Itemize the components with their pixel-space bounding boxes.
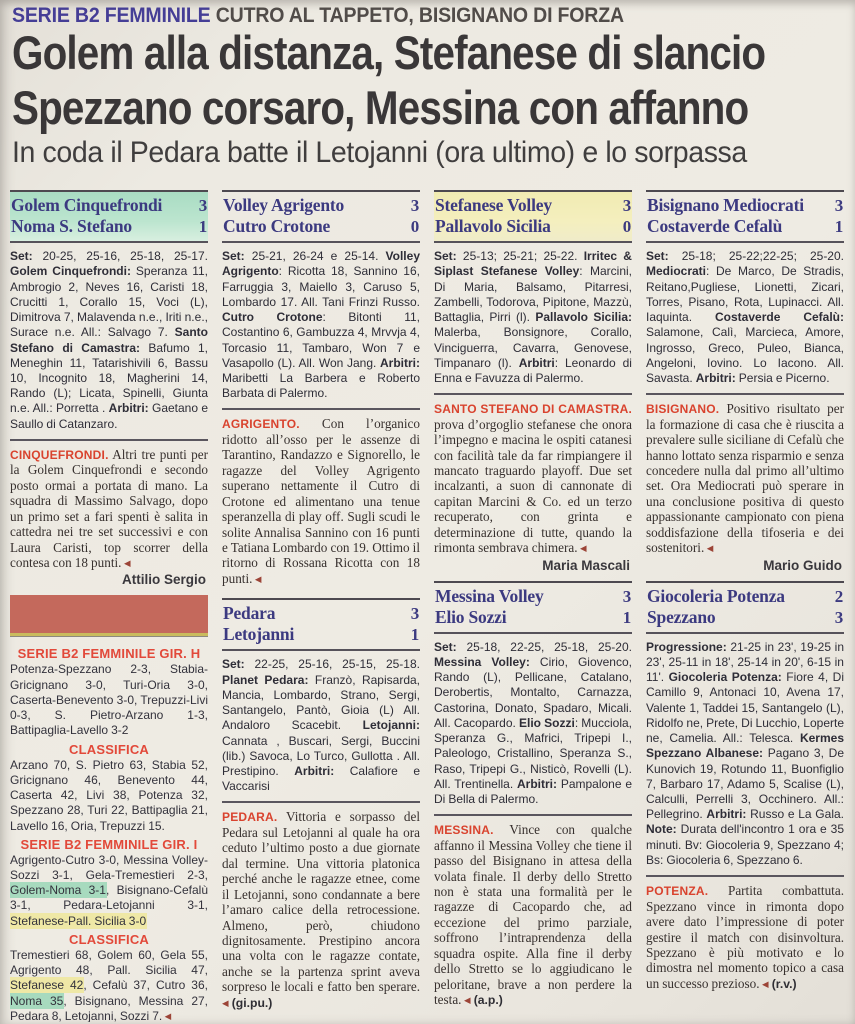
away-score: 1	[410, 625, 419, 645]
away-score: 1	[622, 607, 631, 627]
home-score: 3	[410, 604, 419, 624]
away-team: Pallavolo Sicilia	[435, 216, 551, 237]
home-team: Volley Agrigento	[223, 195, 345, 215]
divider	[10, 439, 208, 441]
redacted-red-block	[10, 595, 208, 636]
divider	[646, 875, 844, 877]
match-roster: Set: 25-18; 25-22;22-25; 25-20. Mediocrati: De Marco, De Stradis, Reitano,Pugliese, Lionetti, Zicari, Torres, Pisano, Rota, Lupinacci. All. Iaquinta. Costaverde Cefalù: Salamone, Calì, Marcieca, Amore, Ingrosso, Greco, Puleo, Bianca, Angeloni, Iovino. Lo Iacono. All. Savasta. Arbitri: Persia e Picerno.	[646, 249, 844, 385]
match-header-agrigento-cutro	[222, 190, 420, 243]
headline-line1: Golem alla distanza, Stefanese di slancio	[12, 26, 766, 79]
byline: Attilio Sergio	[122, 572, 206, 588]
away-score: 0	[410, 217, 419, 237]
away-team: Spezzano	[647, 606, 716, 627]
match-header-giocoleria-spezzano	[646, 581, 844, 634]
column-4	[646, 190, 844, 1022]
byline: Maria Mascali	[542, 557, 630, 573]
match-home-row	[647, 586, 843, 607]
headline-line2: Spezzano corsaro, Messina con affanno	[12, 80, 749, 134]
match-commentary: MESSINA. Vince con qualche affanno il Messina Volley che tiene il passo del Bisignano in attesa della volata finale. Il derby dello Stretto non è stata una formalità per le ragazze di Cacopardo che, ad eccezione del primo parziale, soffrono l’intraprendenza della squadra ospite. Alla fine il derby dello Stretto se lo aggiudicano le peloritane, brave a non perdere la testa. ◀ (a.p.)	[434, 822, 632, 1008]
column-1	[10, 190, 208, 1022]
away-score: 1	[198, 217, 207, 237]
match-commentary: BISIGNANO. Positivo risultato per la formazione di casa che è riuscita a prevalere sulle siciliane di Cefalù che hanno lottato senza risparmio e senza concedere nulla dal primo all’ultimo set. Ora Mediocrati può sperare in una conclusione positiva di questo appassionante campionato con piena soddisfazione della tifoseria e dei sostenitori. ◀	[646, 401, 844, 556]
home-score: 3	[198, 196, 207, 215]
match-commentary: SANTO STEFANO DI CAMASTRA. prova d’orgoglio stefanese che onora l’impegno e macina le ospiti catanesi con facilità tale da far rimpiangere il mancato traguardo playoff. Due set incalzanti, a suon di cannonate di capitan Marcini & Co. ed un terzo recuperato, con grinta e determinazione di tutte, quando la rimonta sembrava chimera. ◀	[434, 402, 632, 556]
classifica-label-gir-h: CLASSIFICA	[69, 741, 149, 757]
match-away-row	[11, 216, 207, 237]
match-commentary: AGRIGENTO. Con l’organico ridotto all’osso per le assenze di Tarantino, Randazzo e Signorello, le ragazze del Volley Agrigento superano nettamente il Cutro di Crotone ed alimentano una tenue speranzella di play off. Sugli scudi le solite Annalisa Sannino con 16 punti e Tatiana Lombardo con 19. Ottimo il ritorno di Rossana Ricotta con 18 punti. ◀	[222, 416, 420, 586]
standings-title-gir-i: SERIE B2 FEMMINILE GIR. I	[20, 836, 198, 852]
away-score: 3	[834, 607, 843, 627]
away-score: 1	[834, 217, 843, 237]
main-headline	[12, 26, 765, 135]
match-header-messina-sozzi	[434, 581, 632, 634]
match-commentary: POTENZA. Partita combattuta. Spezzano vince in rimonta dopo avere dato l’impressione di poter gestire il match con disinvoltura. Spezzano è più motivato e lo dimostra nel momento topico a casa un successo prezioso. ◀ (r.v.)	[646, 883, 844, 991]
standings-table-gir-i: Tremestieri 68, Golem 60, Gela 55, Agrigento 48, Pall. Sicilia 47, Stefanese 42, Cefalù 37, Cutro 36, Noma 35, Bisignano, Messina 27, Pedara 8, Letojanni, Sozzi 7. ◀	[10, 947, 208, 1022]
match-away-row	[223, 624, 419, 645]
home-team: Giocoleria Potenza	[647, 585, 785, 606]
match-header-golem-noma	[10, 190, 208, 243]
standings-results-gir-i: Agrigento-Cutro 3-0, Messina Volley-Sozzi 3-1, Gela-Tremestieri 2-3, Golem-Noma 3-1, Bisignano-Cefalù 3-1, Pedara-Letojanni 3-1, Stefanese-Pall. Sicilia 3-0	[10, 852, 208, 928]
standings-results-gir-h: Potenza-Spezzano 2-3, Stabia-Gricignano 3-0, Turi-Oria 3-0, Caserta-Benevento 3-0, Trepuzzi-Livi 0-3, S. Pietro-Arzano 1-3, Battipaglia-Lavello 3-2	[10, 662, 208, 738]
away-team: Costaverde Cefalù	[647, 216, 783, 237]
kicker-series: SERIE B2 FEMMINILE	[12, 4, 211, 27]
home-score: 3	[622, 586, 631, 606]
match-roster: Set: 22-25, 25-16, 25-15, 25-18. Planet Pedara: Franzò, Rapisarda, Mancia, Lombardo, Strano, Sergi, Santangelo, Pantò, Gioia (L) All. Andaloro Scacebit. Letojanni: Cannata , Buscari, Sergi, Buccini (lib.) Savoca, Lo Turco, Gullotta . All. Prestipino. Arbitri: Calafiore e Vaccarisi	[222, 657, 420, 794]
divider	[222, 408, 420, 410]
divider	[434, 814, 632, 816]
standings-title-gir-h: SERIE B2 FEMMINILE GIR. H	[17, 646, 201, 662]
divider	[646, 393, 844, 395]
byline: Mario Guido	[763, 557, 842, 573]
match-roster: Set: 20-25, 25-16, 25-18, 25-17. Golem Cinquefrondi: Speranza 11, Ambrogio 2, Neves 16, Caristi 18, Crucitti 1, Corallo 15, Voci (L), Dimitrova 7, Malavenda n.e., Iriti n.e., Surace n.e. All.: Salvago 7. Santo Stefano di Camastra: Bafumo 1, Meneghin 11, Tatarishivili 6, Bassu 10, Incognito 18, Magherini 14, Rando (L); Licata, Spinelli, Giunta n.e. All.: Porretta . Arbitri: Gaetano e Saullo di Catanzaro.	[10, 249, 208, 431]
match-header-stefanese-pallavolo	[434, 190, 632, 243]
match-header-bisignano-cefalu	[646, 190, 844, 243]
standings-table-gir-h: Arzano 70, S. Pietro 63, Stabia 52, Gricignano 46, Benevento 44, Caserta 42, Livi 38, Potenza 32, Spezzano 28, Turi 22, Battipaglia 21, Lavello 16, Oria, Trepuzzi 15.	[10, 757, 208, 833]
divider	[222, 801, 420, 803]
classifica-label-gir-i: CLASSIFICA	[69, 931, 149, 947]
match-commentary: PEDARA. Vittoria e sorpasso del Pedara sul Letojanni al quale ha ora ceduto l’ultimo posto a due giornate dal termine. Una vittoria platonica perché anche le ragazze etnee, come il Letojanni, sono condannate a bere l’amaro calice della retrocessione. Almeno, però, chiudono dignitosamente. Prestipino ancora una volta con le ragazze contate, anche se la partenza sprint aveva sorpreso le locali e fatto ben sperare. ◀ (gi.pu.)	[222, 809, 420, 1011]
column-3	[434, 190, 632, 1022]
home-team: Pedara	[223, 603, 276, 624]
match-home-row	[435, 195, 631, 216]
away-team: Elio Sozzi	[435, 606, 507, 627]
home-score: 3	[622, 196, 631, 215]
match-header-pedara-letojanni	[222, 598, 420, 651]
home-score: 2	[834, 586, 843, 606]
match-roster: Set: 25-21, 26-24 e 25-14. Volley Agrigento: Ricotta 18, Sannino 16, Farruggia 3, Maiello 3, Caruso 5, Lombardo 17. All. Tani Frinzi Russo. Cutro Crotone: Bitonti 11, Costantino 6, Gambuzza 4, Mrvvja 4, Torcasio 11, Tambaro, Won 7 e Vasapollo (L). All. Won Jang. Arbitri: Maribetti La Barbera e Roberto Barbata di Palermo.	[222, 249, 420, 401]
away-score: 0	[622, 217, 631, 237]
match-roster: Progressione: 21-25 in 23', 19-25 in 23', 25-11 in 18', 25-14 in 20', 6-15 in 11'. Giocoleria Potenza: Fiore 4, Di Camillo 9, Antonaci 10, Avena 17, Valente 1, Taddei 15, Santangelo (L), Ridolfo ne, Prete, Di Lucchio, Loperte ne, Camelia. All.: Telesca. Kermes Spezzano Albanese: Pagano 3, De Kunovich 19, Rotundo 11, Buonfiglio 7, Barbaro 17, Adamo 5, Scalise (L), Calculli, Perrelli 3, Occhinero. All.: Pellegrino. Arbitri: Russo e La Gala. Note: Durata dell'incontro 1 ora e 35 minuti. Bv: Giocoleria 9, Spezzano 4; Bs: Giocoleria 6, Spezzano 6.	[646, 639, 844, 867]
home-team: Golem Cinquefrondi	[11, 195, 163, 215]
match-home-row	[223, 603, 419, 624]
home-team: Messina Volley	[435, 585, 544, 606]
away-team: Letojanni	[223, 624, 295, 645]
match-away-row	[435, 216, 631, 237]
match-away-row	[223, 216, 419, 237]
match-roster: Set: 25-18, 22-25, 25-18, 25-20. Messina Volley: Cirio, Giovenco, Rando (L), Pellicane, Catalano, Derobertis, Montalto, Carnazza, Castorina, Donato, Spadaro, Micali. All. Cacopardo. Elio Sozzi: Mucciola, Speranza G., Mafrici, Tripepi I., Paleologo, Cristallino, Speranza S., Raso, Tripepi G., Nisticò, Rovelli (L). All. Trentinella. Arbitri: Pampalone e Di Bella di Palermo.	[434, 639, 632, 807]
match-home-row	[435, 586, 631, 607]
subheadline: In coda il Pedara batte il Letojanni (ora ultimo) e lo sorpassa	[12, 136, 747, 169]
match-home-row	[223, 195, 419, 216]
match-away-row	[435, 607, 631, 628]
away-team: Noma S. Stefano	[11, 216, 132, 237]
match-home-row	[11, 195, 207, 216]
kicker-text: CUTRO AL TAPPETO, BISIGNANO DI FORZA	[210, 4, 624, 27]
match-home-row	[647, 195, 843, 216]
home-score: 3	[834, 196, 843, 215]
divider	[434, 393, 632, 395]
home-team: Bisignano Mediocrati	[647, 195, 804, 215]
match-commentary: CINQUEFRONDI. Altri tre punti per la Golem Cinquefrondi e secondo posto ormai a portata di mano. La squadra di Massimo Salvago, dopo un primo set a fari spenti è salita in cattedra nei tre set successivi e con Laura Caristi, top scorrer della contesa con 18 punti. ◀	[10, 446, 208, 570]
home-team: Stefanese Volley	[435, 195, 552, 215]
away-team: Cutro Crotone	[223, 216, 331, 237]
match-roster: Set: 25-13; 25-21; 25-22. Irritec & Siplast Stefanese Volley: Marcini, Di Maria, Balsamo, Pitarresi, Zambelli, Todorova, Pipitone, Mazzù, Battaglia, Pirri (l). Pallavolo Sicilia: Malerba, Bonsignore, Corallo, Vinciguerra, Cavarra, Genovese, Timpanaro (l). Arbitri: Leonardo di Enna e Favuzza di Palermo.	[434, 249, 632, 385]
match-away-row	[647, 607, 843, 628]
column-2	[222, 190, 420, 1022]
home-score: 3	[410, 196, 419, 215]
kicker	[12, 4, 624, 28]
match-away-row	[647, 216, 843, 237]
